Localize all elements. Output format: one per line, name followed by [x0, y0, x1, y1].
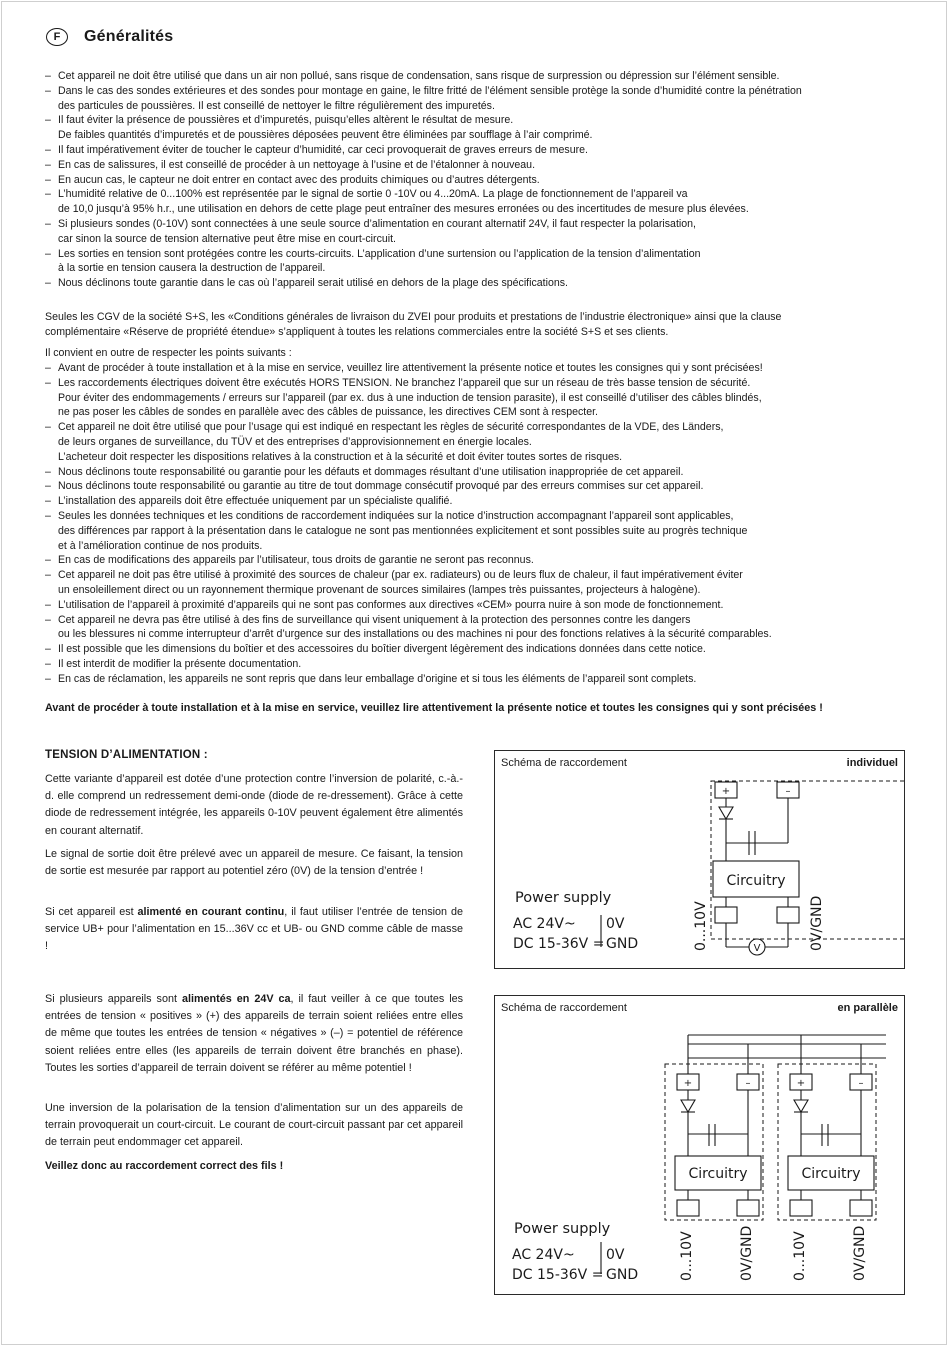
- cgv-paragraph: Seules les CGV de la société S+S, les «Conditions générales de livraison du ZVEI pour produits et prestations de l’industrie électronique» ainsi que la clause complémentaire «Réserve de propriété étendue» s’appliquent à toutes les relations commerciales entre la société S+S et ses clients.: [45, 311, 782, 338]
- points-list: [45, 361, 915, 687]
- list-item: – L’utilisation de l’appareil à proximité d’appareils qui ne sont pas conformes aux directives «CEM» pourra nuire à son mode de fonctionnement.: [45, 598, 915, 613]
- circuitry-label: Circuitry: [801, 1166, 861, 1182]
- general-list: [45, 69, 915, 291]
- list-item: – Cet appareil ne doit pas être utilisé à proximité des sources de chaleur (par ex. radiateurs) ou de leurs flux de chaleur, il faut impérativement éviter un ensoleillement direct ou un rayonnement thermique provenant de sources similaires (lampes très puissantes, projecteurs à halogène).: [45, 568, 915, 598]
- voltmeter-icon: V: [753, 943, 761, 954]
- ground-label: 0V/GND: [852, 1225, 868, 1281]
- page-header: [46, 28, 173, 46]
- minus-terminal: –: [785, 786, 791, 797]
- list-item: – Nous déclinons toute garantie dans le cas où l’appareil serait utilisé en dehors de la plage des spécifications.: [45, 276, 915, 291]
- gnd-label: GND: [606, 1267, 639, 1283]
- language-badge: F: [46, 28, 68, 46]
- points-intro: Il convient en outre de respecter les points suivants :: [45, 347, 292, 359]
- list-item: – Cet appareil ne devra pas être utilisé à des fins de surveillance qui visent uniquement à la protection des personnes contre les dangers ou les blessures ni comme interrupteur d’arrêt d’urgence sur des installations ou des machines ni pour des fonctions relatives à la sécurité comparables.: [45, 613, 915, 643]
- power-paragraph: Cette variante d’appareil est dotée d’une protection contre l’inversion de polarité, c.-à.-d. elle comprend un redressement demi-onde (diode de re-dressement). Grâce à cette diode de redressement intégrée, les appareils 0-10V peuvent également être alimentés en courant alternatif.: [45, 773, 463, 837]
- list-item: – Seules les données techniques et les conditions de raccordement indiquées sur la notice d’instruction accompagnant l’appareil sont applicables, des différences par rapport à la présentation dans le catalogue ne sont pas mentionnées explicitement et sont possibles suite au progrès technique et à l’amélioration continue de nos produits.: [45, 509, 915, 553]
- section-title-power: TENSION D’ALIMENTATION :: [45, 749, 208, 761]
- list-item: – Nous déclinons toute responsabilité ou garantie pour les défauts et dommages résultant d’une utilisation inappropriée de cet appareil.: [45, 465, 915, 480]
- wiring-diagram-parallel: [494, 995, 905, 1295]
- list-item: – Cet appareil ne doit être utilisé que pour l’usage qui est indiqué en respectant les règles de sécurité correspondantes de la VDE, des Länders, de leurs organes de surveillance, du TÜV et des entreprises d’approvisionnement en énergie locales. L’acheteur doit respecter les dispositions relatives à la construction et à la sécurité et doit éviter toutes sortes de risques.: [45, 420, 915, 464]
- power-paragraph: Si plusieurs appareils sont alimentés en 24V ca, il faut veiller à ce que toutes les entrées de tension « positives » (+) des appareils de terrain soient reliées entre elles de même que toutes les entrées de tension « négatives » (–) = potentiel de référence soient reliées entre elles (les appareils de terrain doivent être branchés en phase). Toutes les sorties d’appareil de terrain doivent se référer au même potentiel !: [45, 993, 464, 1074]
- list-item: – L’installation des appareils doit être effectuée uniquement par un spécialiste qualifié.: [45, 494, 915, 509]
- list-item: – Les sorties en tension sont protégées contre les courts-circuits. L’application d’une surtension ou l’application de la tension d’alimentation à la sortie en tension causera la destruction de l’appareil.: [45, 247, 915, 277]
- list-item: – Dans le cas des sondes extérieures et des sondes pour montage en gaine, le filtre fritté de l’élément sensible protège la sonde d’humidité contre la pénétration des particules de poussières. Il est conseillé de nettoyer le filtre régulièrement des impuretés.: [45, 84, 915, 114]
- minus-terminal: –: [858, 1078, 864, 1089]
- list-item: – Avant de procéder à toute installation et à la mise en service, veuillez lire attentivement la présente notice et toutes les consignes qui y sont précisées!: [45, 361, 915, 376]
- plus-terminal: +: [683, 1078, 693, 1089]
- list-item: – Il est possible que les dimensions du boîtier et des accessoires du boîtier divergent légèrement des indications données dans cette notice.: [45, 642, 915, 657]
- ground-label: 0V/GND: [739, 1225, 755, 1281]
- bold-notice: Avant de procéder à toute installation et à la mise en service, veuillez lire attentivement la présente notice et toutes les consignes qui y sont précisées !: [45, 702, 823, 714]
- ground-label: 0V/GND: [809, 895, 825, 951]
- power-paragraph: Une inversion de la polarisation de la tension d’alimentation sur un des appareils de terrain provoquerait un court-circuit. Le courant de court-circuit passant par cet appareil de terrain peut endommager cet appareil.: [45, 1102, 463, 1149]
- circuitry-label: Circuitry: [726, 873, 786, 889]
- output-label: 0...10V: [679, 1231, 695, 1281]
- output-label: 0...10V: [693, 901, 709, 951]
- gnd-label: GND: [606, 936, 639, 952]
- ac-label: AC 24V~: [512, 1247, 575, 1263]
- list-item: – En cas de modifications des appareils par l’utilisateur, tous droits de garantie ne seront pas reconnus.: [45, 553, 915, 568]
- diagram-drawing: [495, 996, 904, 1294]
- list-item: – Cet appareil ne doit être utilisé que dans un air non pollué, sans risque de condensation, sans risque de surpression ou dépression sur l’élément sensible.: [45, 69, 915, 84]
- list-item: – L’humidité relative de 0...100% est représentée par le signal de sortie 0 -10V ou 4...20mA. La plage de fonctionnement de l’appareil va de 10,0 jusqu’à 95% h.r., une utilisation en dehors de cette plage peut entraîner des mesures erronées ou des incertitudes de mesure plus élevées.: [45, 187, 915, 217]
- list-item: – En aucun cas, le capteur ne doit entrer en contact avec des produits chimiques ou d’autres détergents.: [45, 173, 915, 188]
- wiring-diagram-individual: [494, 750, 905, 969]
- diagram-variant: en parallèle: [837, 1002, 898, 1014]
- power-paragraph: Si cet appareil est alimenté en courant continu, il faut utiliser l’entrée de tension de service UB+ pour l’alimentation en 15...36V cc et UB- ou GND comme câble de masse !: [45, 906, 463, 953]
- page-title: Généralités: [84, 28, 174, 45]
- ac-label: AC 24V~: [513, 916, 576, 932]
- minus-terminal: –: [745, 1078, 751, 1089]
- power-warning: Veillez donc au raccordement correct des fils !: [45, 1160, 284, 1172]
- list-item: – Nous déclinons toute responsabilité ou garantie au titre de tout dommage consécutif provoqué par des erreurs commises sur cet appareil.: [45, 479, 915, 494]
- zero-v-label: 0V: [606, 1247, 625, 1263]
- power-supply-label: Power supply: [514, 1221, 611, 1237]
- diagram-drawing: [495, 751, 904, 968]
- power-supply-label: Power supply: [515, 890, 612, 906]
- plus-terminal: +: [796, 1078, 806, 1089]
- list-item: – Il est interdit de modifier la présente documentation.: [45, 657, 915, 672]
- dc-label: DC 15-36V =: [513, 936, 605, 952]
- output-label: 0...10V: [792, 1231, 808, 1281]
- list-item: – Les raccordements électriques doivent être exécutés HORS TENSION. Ne branchez l’appareil que sur un réseau de très basse tension de sécurité. Pour éviter des endommagements / erreurs sur l’appareil (par ex. dus à une induction de tension parasite), il est conseillé d’utiliser des câbles blindés, ne pas poser les câbles de sondes en parallèle avec des câbles de puissance, les directives CEM sont à respecter.: [45, 376, 915, 420]
- plus-terminal: +: [721, 786, 731, 797]
- dc-label: DC 15-36V =: [512, 1267, 604, 1283]
- zero-v-label: 0V: [606, 916, 625, 932]
- list-item: – En cas de salissures, il est conseillé de procéder à un nettoyage à l’usine et de l’étalonner à nouveau.: [45, 158, 915, 173]
- diagram-title: Schéma de raccordement: [501, 757, 627, 769]
- diagram-title: Schéma de raccordement: [501, 1002, 627, 1014]
- list-item: – Il faut impérativement éviter de toucher le capteur d’humidité, car ceci provoquerait de graves erreurs de mesure.: [45, 143, 915, 158]
- list-item: – Si plusieurs sondes (0-10V) sont connectées à une seule source d’alimentation en courant alternatif 24V, il faut respecter la polarisation, car sinon la source de tension alternative peut être mise en court-circuit.: [45, 217, 915, 247]
- power-paragraph: Le signal de sortie doit être prélevé avec un appareil de mesure. Ce faisant, la tension de sortie est mesurée par rapport au potentiel zéro (0V) de la tension d’entrée !: [45, 848, 463, 878]
- circuitry-label: Circuitry: [688, 1166, 748, 1182]
- list-item: – En cas de réclamation, les appareils ne sont repris que dans leur emballage d’origine et si tous les éléments de l’appareil sont complets.: [45, 672, 915, 687]
- list-item: – Il faut éviter la présence de poussières et d’impuretés, puisqu’elles altèrent le résultat de mesure. De faibles quantités d’impuretés et de poussières déposées peuvent être éliminées par soufflage à l’air comprimé.: [45, 113, 915, 143]
- diagram-variant: individuel: [846, 757, 898, 769]
